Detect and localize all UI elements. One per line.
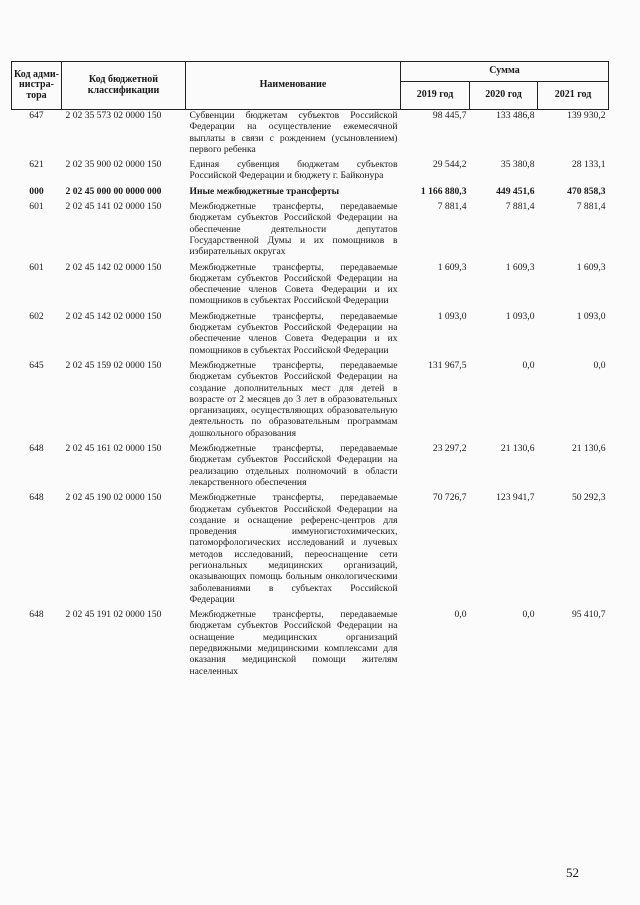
sum-2019: 29 544,2 [432, 159, 467, 171]
sum-2020: 133 486,8 [496, 110, 535, 121]
header-admin-code: Код адми-нистра-тора [12, 62, 62, 110]
table-row [12, 159, 609, 186]
sum-2019: 1 093,0 [437, 310, 467, 322]
admin-code: 648 [29, 609, 44, 621]
sum-2021: 1 093,0 [576, 310, 606, 322]
sum-2019: 98 445,7 [432, 110, 467, 121]
sum-2020: 35 380,8 [500, 159, 535, 171]
admin-code: 648 [29, 492, 44, 504]
budget-code: 2 02 45 159 02 0000 150 [65, 359, 162, 371]
row-name: Межбюджетные трансферты, передаваемые бюджетам субъектов Российской Федерации на обеспечение членов Совета Федерации и их помощников в субъектах Российской Федерации [189, 310, 398, 356]
header-year-2021: 2021 год [538, 82, 609, 110]
sum-2021: 470 858,3 [567, 185, 606, 197]
header-name: Наименование [186, 62, 401, 110]
sum-2020: 7 881,4 [505, 201, 535, 213]
sum-2019: 23 297,2 [432, 443, 467, 455]
admin-code: 647 [29, 110, 44, 121]
table-row [12, 492, 609, 609]
sum-2019: 7 881,4 [437, 201, 467, 213]
row-name: Межбюджетные трансферты, передаваемые бюджетам субъектов Российской Федерации на реализацию отдельных полномочий в области лекарственного обеспечения [189, 443, 398, 488]
sum-2021: 95 410,7 [571, 609, 606, 621]
table-body [12, 110, 609, 681]
sum-2020: 1 609,3 [505, 261, 535, 273]
sum-2020: 1 093,0 [505, 310, 535, 322]
sum-2020: 449 451,6 [496, 185, 535, 197]
budget-code: 2 02 45 142 02 0000 150 [65, 261, 162, 273]
budget-code: 2 02 45 000 00 0000 000 [65, 185, 162, 197]
budget-code: 2 02 45 161 02 0000 150 [65, 443, 162, 455]
header-year-2019: 2019 год [401, 82, 470, 110]
row-name: Межбюджетные трансферты, передаваемые бюджетам субъектов Российской Федерации на обеспечение деятельности депутатов Государственной Думы и их помощников в избирательных округах [189, 201, 398, 258]
header-budget-code: Код бюджетной классификации [62, 62, 186, 110]
admin-code: 648 [29, 443, 44, 455]
admin-code: 000 [29, 185, 44, 197]
budget-code: 2 02 45 190 02 0000 150 [65, 492, 162, 504]
table-row [12, 609, 609, 681]
admin-code: 601 [29, 261, 44, 273]
budget-code: 2 02 35 573 02 0000 150 [65, 110, 162, 121]
sum-2020: 123 941,7 [496, 492, 535, 504]
admin-code: 621 [29, 159, 44, 171]
sum-2021: 28 133,1 [571, 159, 606, 171]
table-row [12, 360, 609, 443]
budget-table [11, 61, 609, 681]
table-row [12, 443, 609, 492]
sum-2019: 1 166 880,3 [420, 185, 467, 197]
sum-2021: 50 292,3 [571, 492, 606, 504]
table-row [12, 201, 609, 261]
row-name: Иные межбюджетные трансферты [189, 185, 340, 197]
budget-code: 2 02 45 142 02 0000 150 [65, 310, 162, 322]
sum-2019: 131 967,5 [428, 359, 467, 371]
sum-2019: 0,0 [454, 609, 467, 621]
admin-code: 601 [29, 201, 44, 213]
row-name: Единая субвенция бюджетам субъектов Российской Федерации и бюджету г. Байконура [189, 159, 398, 182]
sum-2020: 0,0 [522, 609, 535, 621]
row-name: Межбюджетные трансферты, передаваемые бюджетам субъектов Российской Федерации на создание и оснащение референс-центров для проведения иммуногистохимических, патоморфологических исследований и лучевых методов исследований, переоснащение сети региональных медицинских организаций, оказывающих помощь больным онкологическими заболеваниями в субъектах Российской Федерации [189, 492, 398, 605]
sum-2020: 21 130,6 [500, 443, 535, 455]
sum-2021: 139 930,2 [567, 110, 606, 121]
sum-2021: 1 609,3 [576, 261, 606, 273]
row-name: Межбюджетные трансферты, передаваемые бюджетам субъектов Российской Федерации на создание дополнительных мест для детей в возрасте от 2 месяцев до 3 лет в образовательных организациях, осуществляющих образовательную деятельность по образовательным программам дошкольного образования [189, 359, 398, 439]
budget-code: 2 02 45 141 02 0000 150 [65, 201, 162, 213]
sum-2019: 1 609,3 [437, 261, 467, 273]
row-name: Межбюджетные трансферты, передаваемые бюджетам субъектов Российской Федерации на оснащение медицинских организаций передвижными медицинскими комплексами для оказания медицинской помощи жителям населенных [189, 609, 398, 677]
page-number: 52 [566, 865, 579, 880]
admin-code: 645 [29, 359, 44, 371]
sum-2021: 0,0 [593, 359, 606, 371]
sum-2021: 21 130,6 [571, 443, 606, 455]
table-row [12, 262, 609, 311]
row-name: Межбюджетные трансферты, передаваемые бюджетам субъектов Российской Федерации на обеспечение членов Совета Федерации и их помощников в субъектах Российской Федерации [189, 261, 398, 307]
sum-2019: 70 726,7 [432, 492, 467, 504]
header-sum: Сумма [401, 62, 609, 82]
budget-code: 2 02 45 191 02 0000 150 [65, 609, 162, 621]
header-year-2020: 2020 год [470, 82, 538, 110]
table-header [12, 62, 609, 110]
admin-code: 602 [29, 310, 44, 322]
sum-2020: 0,0 [522, 359, 535, 371]
sum-2021: 7 881,4 [576, 201, 606, 213]
row-name: Субвенции бюджетам субъектов Российской Федерации на осуществление ежемесячной выплаты в связи с рождением (усыновлением) первого ребенка [189, 110, 398, 155]
table-row [12, 110, 609, 160]
budget-code: 2 02 35 900 02 0000 150 [65, 159, 162, 171]
table-row-total [12, 186, 609, 201]
table-row [12, 311, 609, 360]
